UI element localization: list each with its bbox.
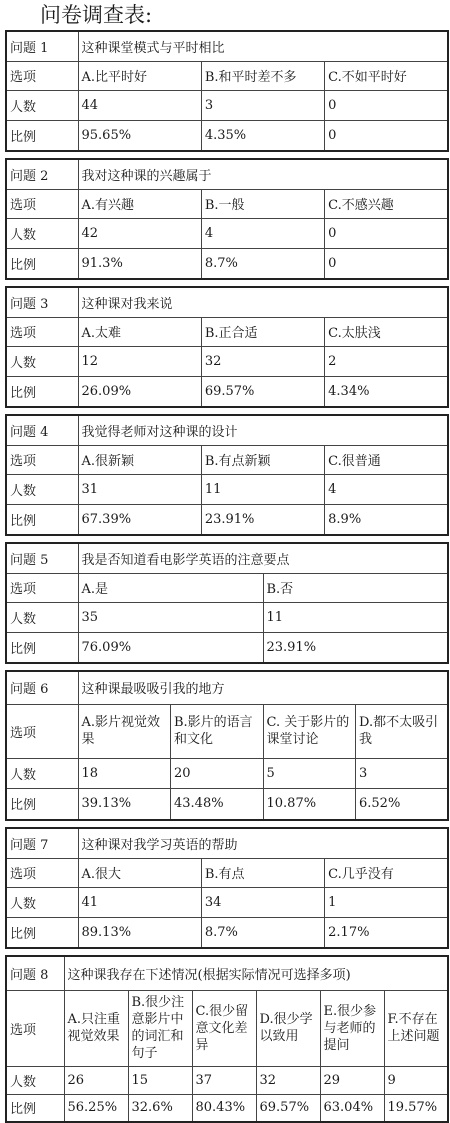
question-text: 我对这种课的兴趣属于 — [78, 159, 448, 189]
question-header-row — [6, 159, 448, 189]
ratio-cell: 23.91% — [201, 504, 324, 535]
ratio-row — [6, 376, 448, 407]
count-cell: 5 — [263, 758, 356, 788]
count-cell: 0 — [325, 90, 448, 120]
option-cell: A.很大 — [78, 858, 201, 887]
count-cell: 15 — [128, 1066, 192, 1094]
ratio-cell: 4.34% — [325, 376, 448, 407]
option-cell: A.是 — [78, 573, 263, 602]
ratio-cell: 0 — [325, 248, 448, 279]
row-label: 比例 — [6, 917, 78, 948]
ratio-row — [6, 917, 448, 948]
option-cell: C. 关于影片的课堂讨论 — [263, 704, 356, 758]
count-cell: 3 — [201, 90, 324, 120]
question-text: 这种课最吸吸引我的地方 — [78, 671, 448, 704]
question-table — [5, 286, 449, 408]
option-cell: C.太肤浅 — [325, 317, 448, 346]
ratio-cell: 56.25% — [64, 1094, 128, 1122]
options-row — [6, 61, 448, 90]
option-cell: A.很新颖 — [78, 445, 201, 474]
ratio-cell: 80.43% — [192, 1094, 256, 1122]
row-label: 人数 — [6, 602, 78, 632]
question-header-row — [6, 671, 448, 704]
count-cell: 4 — [201, 218, 324, 248]
row-label: 比例 — [6, 248, 78, 279]
count-cell: 26 — [64, 1066, 128, 1094]
option-cell: C.不感兴趣 — [325, 189, 448, 218]
question-number: 问题 2 — [6, 159, 78, 189]
ratio-cell: 43.48% — [171, 788, 264, 820]
row-label: 人数 — [6, 346, 78, 376]
ratio-row — [6, 504, 448, 535]
options-row — [6, 189, 448, 218]
option-cell: E.很少参与老师的提问 — [320, 990, 384, 1066]
ratio-cell: 39.13% — [78, 788, 171, 820]
option-cell: C.很普通 — [325, 445, 448, 474]
row-label: 选项 — [6, 704, 78, 758]
options-row — [6, 445, 448, 474]
option-cell: D.很少学以致用 — [256, 990, 320, 1066]
question-table — [5, 670, 449, 821]
row-label: 人数 — [6, 1066, 64, 1094]
question-table — [5, 158, 449, 280]
row-label: 选项 — [6, 61, 78, 90]
question-text: 我觉得老师对这种课的设计 — [78, 415, 448, 445]
option-cell: A.只注重视觉效果 — [64, 990, 128, 1066]
ratio-cell: 6.52% — [356, 788, 449, 820]
question-number: 问题 4 — [6, 415, 78, 445]
ratio-row — [6, 632, 448, 663]
count-cell: 31 — [78, 474, 201, 504]
count-row — [6, 602, 448, 632]
option-cell: B.一般 — [201, 189, 324, 218]
count-row — [6, 218, 448, 248]
count-cell: 4 — [325, 474, 448, 504]
question-table — [5, 30, 449, 152]
options-row — [6, 704, 448, 758]
question-header-row — [6, 31, 448, 61]
question-number: 问题 6 — [6, 671, 78, 704]
option-cell: C.很少留意文化差异 — [192, 990, 256, 1066]
ratio-cell: 8.7% — [201, 248, 324, 279]
row-label: 比例 — [6, 504, 78, 535]
row-label: 选项 — [6, 573, 78, 602]
row-label: 比例 — [6, 120, 78, 151]
count-row — [6, 1066, 448, 1094]
ratio-cell: 76.09% — [78, 632, 263, 663]
option-cell: F.不存在上述问题 — [384, 990, 448, 1066]
ratio-cell: 89.13% — [78, 917, 201, 948]
ratio-cell: 4.35% — [201, 120, 324, 151]
ratio-cell: 8.9% — [325, 504, 448, 535]
count-cell: 3 — [356, 758, 449, 788]
count-cell: 9 — [384, 1066, 448, 1094]
count-cell: 20 — [171, 758, 264, 788]
count-cell: 37 — [192, 1066, 256, 1094]
count-row — [6, 90, 448, 120]
row-label: 人数 — [6, 758, 78, 788]
count-row — [6, 346, 448, 376]
row-label: 人数 — [6, 90, 78, 120]
count-row — [6, 474, 448, 504]
row-label: 选项 — [6, 445, 78, 474]
ratio-cell: 19.57% — [384, 1094, 448, 1122]
option-cell: A.比平时好 — [78, 61, 201, 90]
question-number: 问题 8 — [6, 956, 64, 990]
count-cell: 32 — [256, 1066, 320, 1094]
count-row — [6, 887, 448, 917]
question-number: 问题 5 — [6, 543, 78, 573]
option-cell: C.几乎没有 — [325, 858, 448, 887]
question-header-row — [6, 543, 448, 573]
options-row — [6, 317, 448, 346]
question-table — [5, 827, 449, 949]
question-text: 这种课对我学习英语的帮助 — [78, 828, 448, 858]
options-row — [6, 990, 448, 1066]
row-label: 比例 — [6, 788, 78, 820]
ratio-cell: 67.39% — [78, 504, 201, 535]
count-cell: 1 — [325, 887, 448, 917]
question-text: 这种课堂模式与平时相比 — [78, 31, 448, 61]
row-label: 选项 — [6, 990, 64, 1066]
option-cell: B.很少注意影片中的词汇和句子 — [128, 990, 192, 1066]
ratio-cell: 10.87% — [263, 788, 356, 820]
row-label: 选项 — [6, 189, 78, 218]
option-cell: B.否 — [263, 573, 448, 602]
ratio-cell: 69.57% — [201, 376, 324, 407]
row-label: 选项 — [6, 858, 78, 887]
survey-tables — [5, 30, 447, 1123]
ratio-cell: 26.09% — [78, 376, 201, 407]
question-text: 我是否知道看电影学英语的注意要点 — [78, 543, 448, 573]
ratio-cell: 91.3% — [78, 248, 201, 279]
row-label: 比例 — [6, 376, 78, 407]
count-cell: 2 — [325, 346, 448, 376]
row-label: 选项 — [6, 317, 78, 346]
count-cell: 29 — [320, 1066, 384, 1094]
question-table — [5, 414, 449, 536]
question-table — [5, 542, 449, 664]
row-label: 比例 — [6, 632, 78, 663]
option-cell: B.有点 — [201, 858, 324, 887]
count-cell: 34 — [201, 887, 324, 917]
option-cell: B.有点新颖 — [201, 445, 324, 474]
ratio-cell: 8.7% — [201, 917, 324, 948]
ratio-row — [6, 248, 448, 279]
ratio-cell: 32.6% — [128, 1094, 192, 1122]
row-label: 人数 — [6, 474, 78, 504]
count-cell: 35 — [78, 602, 263, 632]
question-number: 问题 7 — [6, 828, 78, 858]
question-header-row — [6, 956, 448, 990]
count-row — [6, 758, 448, 788]
count-cell: 44 — [78, 90, 201, 120]
option-cell: D.都不太吸引我 — [356, 704, 449, 758]
question-number: 问题 3 — [6, 287, 78, 317]
ratio-row — [6, 788, 448, 820]
ratio-row — [6, 120, 448, 151]
ratio-cell: 2.17% — [325, 917, 448, 948]
count-cell: 0 — [325, 218, 448, 248]
option-cell: A.影片视觉效果 — [78, 704, 171, 758]
question-text: 这种课对我来说 — [78, 287, 448, 317]
option-cell: A.太难 — [78, 317, 201, 346]
row-label: 人数 — [6, 218, 78, 248]
ratio-row — [6, 1094, 448, 1122]
question-header-row — [6, 287, 448, 317]
question-text: 这种课我存在下述情况(根据实际情况可选择多项) — [64, 956, 448, 990]
row-label: 人数 — [6, 887, 78, 917]
question-number: 问题 1 — [6, 31, 78, 61]
ratio-cell: 95.65% — [78, 120, 201, 151]
options-row — [6, 858, 448, 887]
page-heading: 问卷调查表: — [40, 3, 153, 27]
option-cell: B.影片的语言和文化 — [171, 704, 264, 758]
option-cell: A.有兴趣 — [78, 189, 201, 218]
question-header-row — [6, 828, 448, 858]
ratio-cell: 63.04% — [320, 1094, 384, 1122]
ratio-cell: 69.57% — [256, 1094, 320, 1122]
count-cell: 11 — [201, 474, 324, 504]
option-cell: B.和平时差不多 — [201, 61, 324, 90]
question-table — [5, 955, 449, 1123]
count-cell: 41 — [78, 887, 201, 917]
count-cell: 12 — [78, 346, 201, 376]
count-cell: 42 — [78, 218, 201, 248]
options-row — [6, 573, 448, 602]
count-cell: 11 — [263, 602, 448, 632]
ratio-cell: 0 — [325, 120, 448, 151]
count-cell: 18 — [78, 758, 171, 788]
count-cell: 32 — [201, 346, 324, 376]
option-cell: C.不如平时好 — [325, 61, 448, 90]
question-header-row — [6, 415, 448, 445]
option-cell: B.正合适 — [201, 317, 324, 346]
row-label: 比例 — [6, 1094, 64, 1122]
ratio-cell: 23.91% — [263, 632, 448, 663]
